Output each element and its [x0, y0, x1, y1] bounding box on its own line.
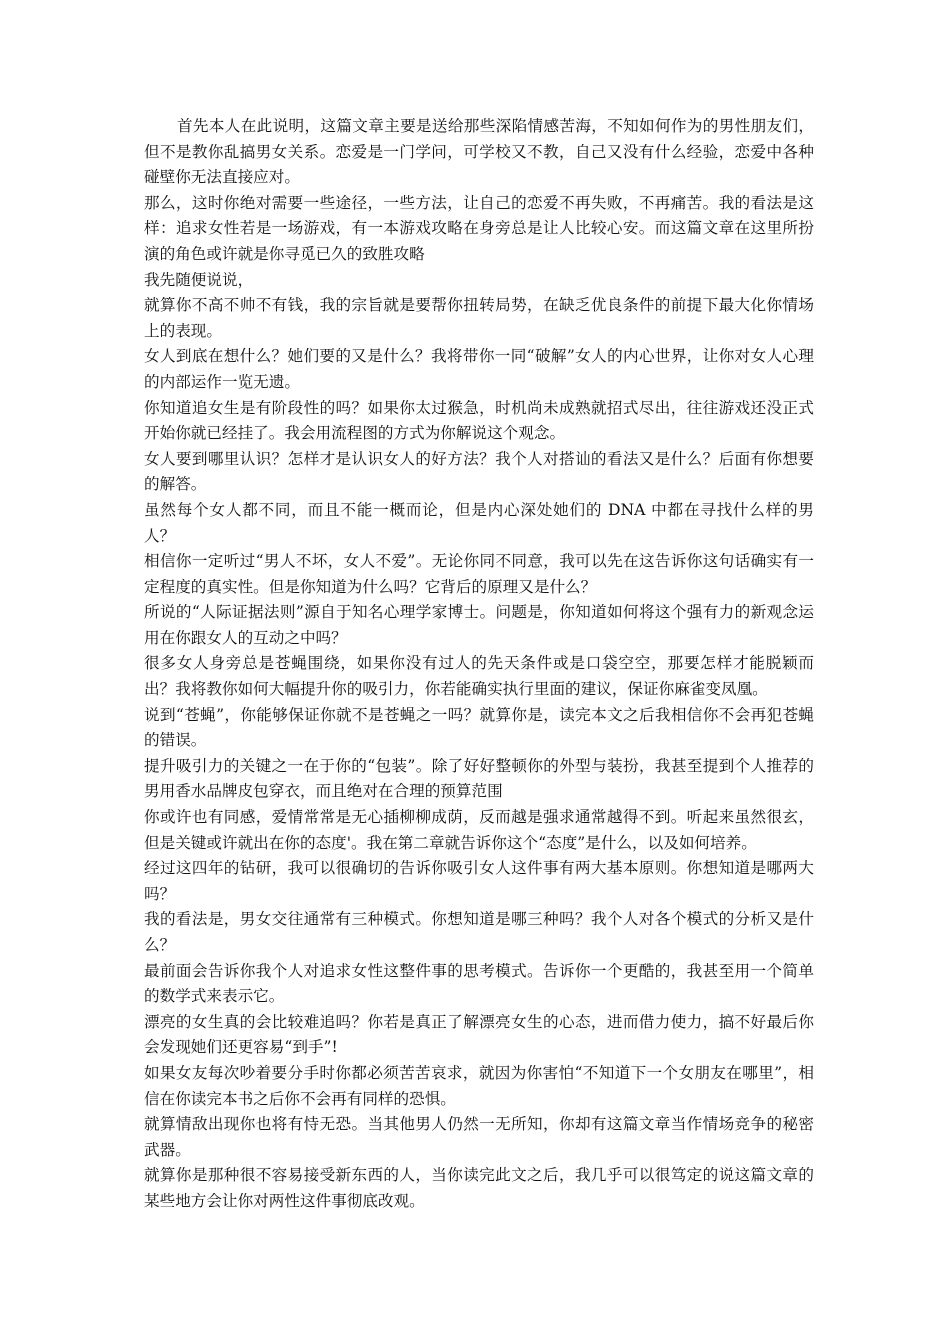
paragraph: 你知道追女生是有阶段性的吗？如果你太过猴急，时机尚未成熟就招式尽出，往往游戏还没正式开始你就已经挂了。我会用流程图的方式为你解说这个观念。 [144, 398, 814, 443]
paragraph: 就算你不高不帅不有钱，我的宗旨就是要帮你扭转局势，在缺乏优良条件的前提下最大化你情场上的表现。 [144, 296, 814, 340]
paragraph: 女人到底在想什么？她们要的又是什么？我将带你一同“破解”女人的内心世界，让你对女人心理的内部运作一览无遗。 [144, 347, 814, 391]
paragraph-intro: 首先本人在此说明，这篇文章主要是送给那些深陷情感苦海，不知如何作为的男性朋友们，但不是教你乱搞男女关系。恋爱是一门学问，可学校又不教，自己又没有什么经验，恋爱中各种碰壁你无法直接应对。 [144, 117, 814, 187]
paragraph: 就算情敌出现你也将有恃无恐。当其他男人仍然一无所知，你却有这篇文章当作情场竞争的秘密武器。 [144, 1115, 814, 1159]
paragraph: 你或许也有同感，爱情常常是无心插柳柳成荫，反而越是强求通常越得不到。听起来虽然很玄，但是关键或许就出在你的态度'。我在第二章就告诉你这个“态度”是什么，以及如何培养。 [144, 808, 814, 852]
paragraph: 提升吸引力的关键之一在于你的“包装”。除了好好整顿你的外型与装扮，我甚至提到个人推荐的男用香水品牌皮包穿衣，而且绝对在合理的预算范围 [144, 756, 814, 801]
paragraph: 我的看法是，男女交往通常有三种模式。你想知道是哪三种吗？我个人对各个模式的分析又是什么？ [144, 910, 814, 954]
paragraph: 那么，这时你绝对需要一些途径，一些方法，让自己的恋爱不再失败，不再痛苦。我的看法是这样：追求女性若是一场游戏，有一本游戏攻略在身旁总是让人比较心安。而这篇文章在这里所扮演的角色或许就是你寻觅已久的致胜攻略 [144, 193, 814, 263]
paragraph: 经过这四年的钻研，我可以很确切的告诉你吸引女人这件事有两大基本原则。你想知道是哪两大吗？ [144, 859, 814, 903]
paragraph: 虽然每个女人都不同，而且不能一概而论，但是内心深处她们的 DNA 中都在寻找什么样的男人？ [144, 500, 814, 545]
paragraph: 说到“苍蝇”，你能够保证你就不是苍蝇之一吗？就算你是，读完本文之后我相信你不会再犯苍蝇的错误。 [144, 705, 814, 750]
paragraph: 女人要到哪里认识？怎样才是认识女人的好方法？我个人对搭讪的看法又是什么？后面有你想要的解答。 [144, 449, 814, 494]
paragraph: 我先随便说说， [144, 270, 254, 289]
paragraph: 漂亮的女生真的会比较难追吗？你若是真正了解漂亮女生的心态，进而借力使力，搞不好最后你会发现她们还更容易“到手”! [144, 1012, 814, 1057]
paragraph: 很多女人身旁总是苍蝇围绕，如果你没有过人的先天条件或是口袋空空，那要怎样才能脱颖而出？我将教你如何大幅提升你的吸引力，你若能确实执行里面的建议，保证你麻雀变凤凰。 [144, 654, 814, 699]
paragraph: 如果女友每次吵着要分手时你都必须苦苦哀求，就因为你害怕“不知道下一个女朋友在哪里”，相信在你读完本书之后你不会再有同样的恐惧。 [144, 1063, 814, 1108]
paragraph: 相信你一定听过“男人不坏，女人不爱”。无论你同不同意，我可以先在这告诉你这句话确实有一定程度的真实性。但是你知道为什么吗？它背后的原理又是什么？ [144, 552, 814, 596]
paragraph: 最前面会告诉你我个人对追求女性这整件事的思考模式。告诉你一个更酷的，我甚至用一个简单的数学式来表示它。 [144, 961, 814, 1006]
paragraph: 所说的“人际证据法则”源自于知名心理学家博士。问题是，你知道如何将这个强有力的新观念运用在你跟女人的互动之中吗？ [144, 603, 814, 647]
paragraph: 就算你是那种很不容易接受新东西的人，当你读完此文之后，我几乎可以很笃定的说这篇文章的某些地方会让你对两性这件事彻底改观。 [144, 1166, 814, 1210]
document-body [144, 114, 814, 1215]
